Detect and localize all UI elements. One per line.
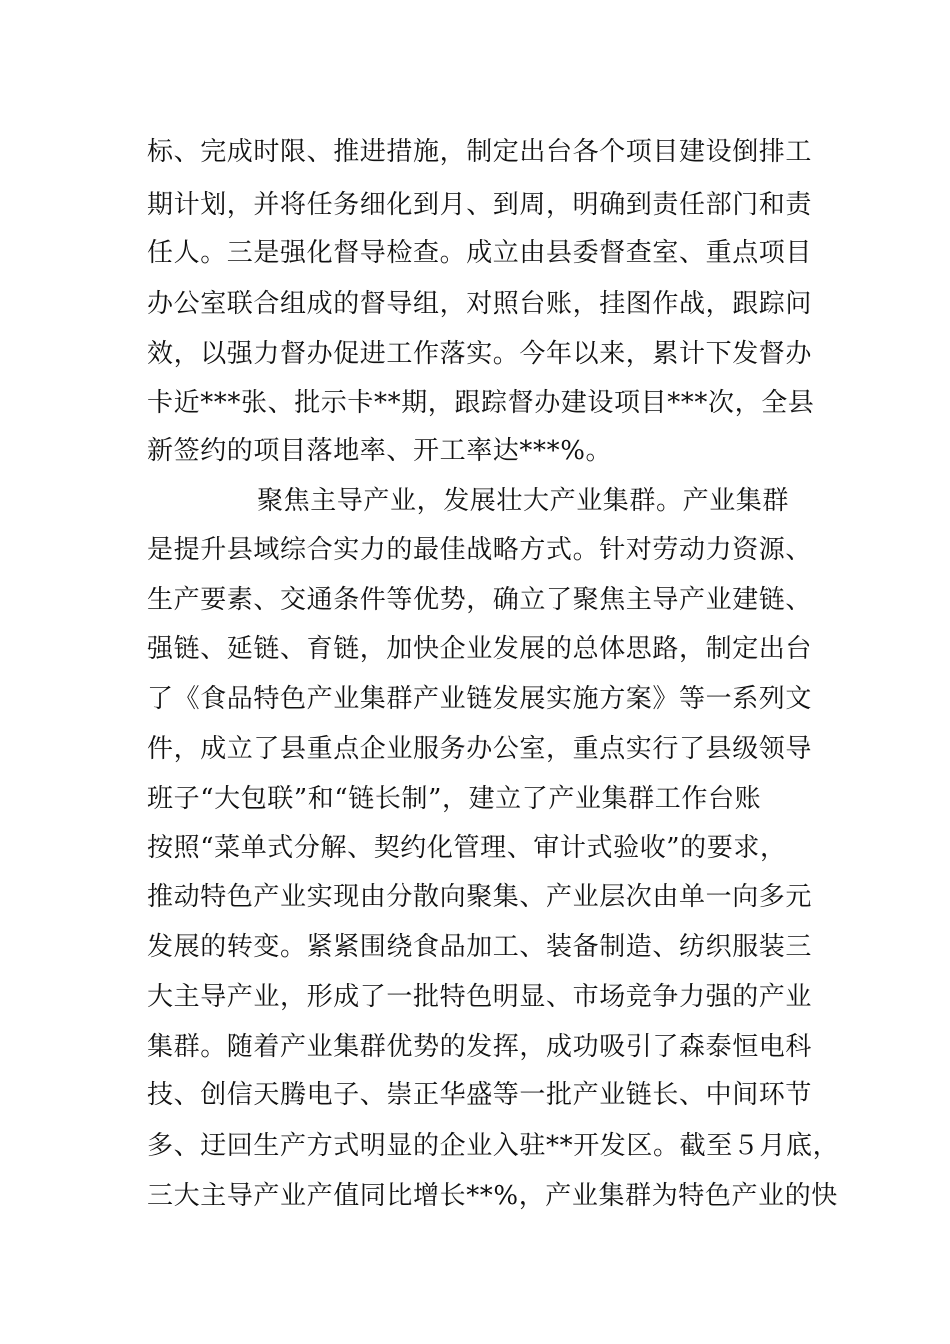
text-line: 班子“大包联”和“链长制”，建立了产业集群工作台账 [147,784,762,814]
text-line: 任人。三是强化督导检查。成立由县委督查室、重点项目 [147,238,813,268]
text-line: 发展的转变。紧紧围绕食品加工、装备制造、纺织服装三 [147,932,813,962]
text-line: 是提升县域综合实力的最佳战略方式。针对劳动力资源、 [147,535,813,565]
text-line: 生产要素、交通条件等优势，确立了聚焦主导产业建链、 [147,585,813,615]
text-line: 三大主导产业产值同比增长**%，产业集群为特色产业的快 [147,1181,838,1211]
text-line: 标、完成时限、推进措施，制定出台各个项目建设倒排工 [147,137,813,167]
text-line: 件，成立了县重点企业服务办公室，重点实行了县级领导 [147,734,813,764]
text-line: 多、迂回生产方式明显的企业入驻**开发区。截至５月底， [147,1131,840,1161]
text-line: 集群。随着产业集群优势的发挥，成功吸引了森泰恒电科 [147,1032,813,1062]
text-line: 强链、延链、育链，加快企业发展的总体思路，制定出台 [147,634,813,664]
section-heading-line: 聚焦主导产业，发展壮大产业集群。产业集群 [257,486,790,516]
text-line: 技、创信天腾电子、崇正华盛等一批产业链长、中间环节 [147,1080,813,1110]
text-line: 新签约的项目落地率、开工率达***%。 [147,436,613,466]
text-line: 了《食品特色产业集群产业链发展实施方案》等一系列文 [147,684,813,714]
text-line: 效，以强力督办促进工作落实。今年以来，累计下发督办 [147,339,813,369]
text-line: 大主导产业，形成了一批特色明显、市场竞争力强的产业 [147,982,813,1012]
text-line: 推动特色产业实现由分散向聚集、产业层次由单一向多元 [147,882,813,912]
text-line: 按照“菜单式分解、契约化管理、审计式验收”的要求， [147,833,787,863]
text-line: 办公室联合组成的督导组，对照台账，挂图作战，跟踪问 [147,289,813,319]
text-line: 卡近***张、批示卡**期，跟踪督办建设项目***次，全县 [147,388,815,418]
text-line: 期计划，并将任务细化到月、到周，明确到责任部门和责 [147,190,813,220]
